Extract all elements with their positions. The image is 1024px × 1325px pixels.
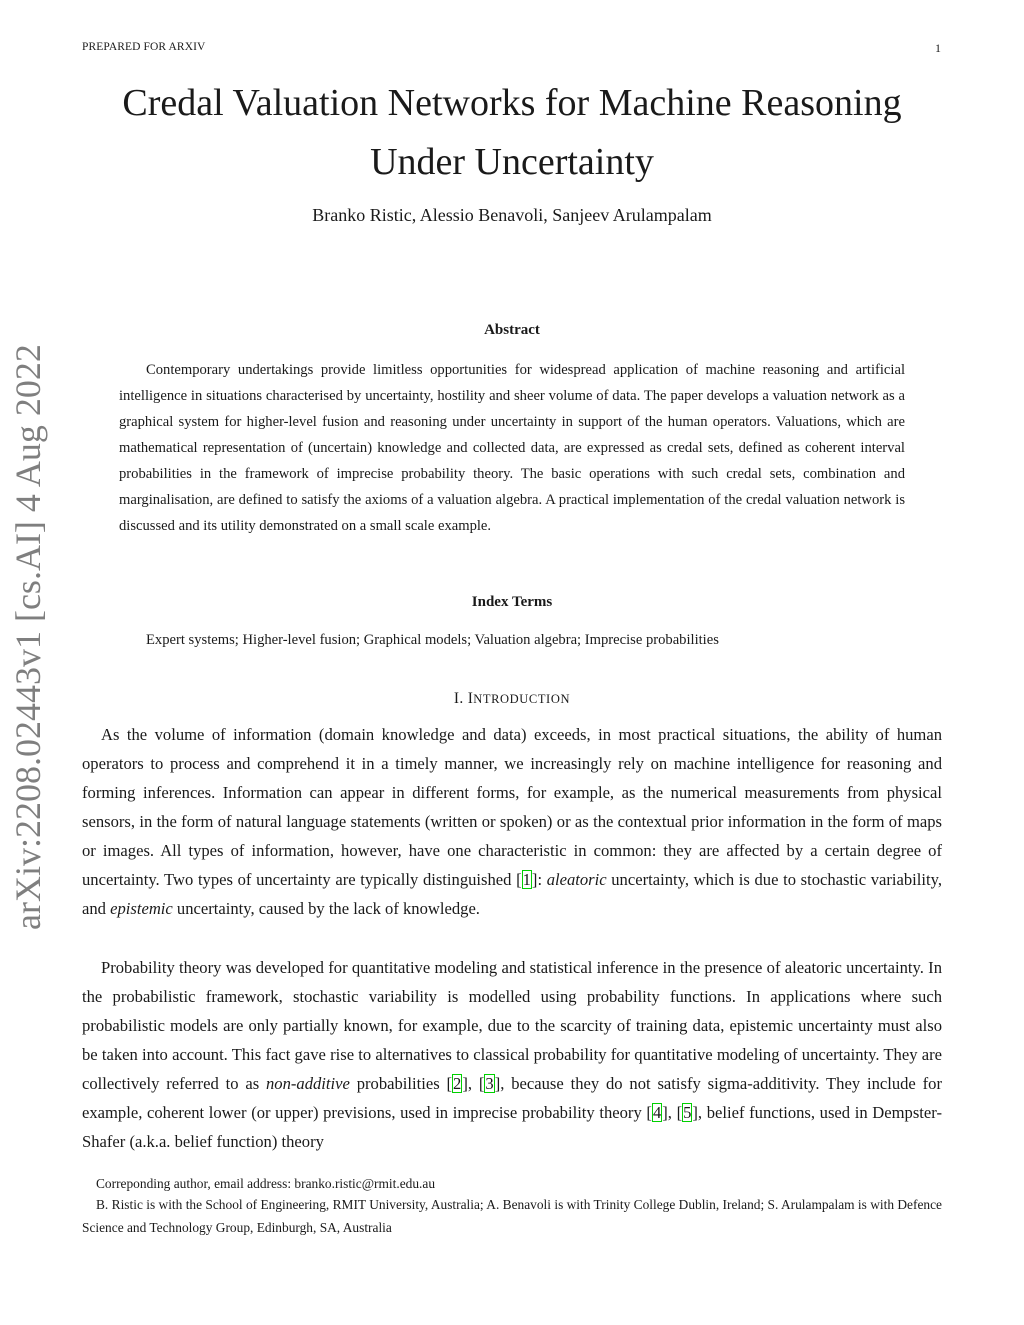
text-run: uncertainty, caused by the lack of knowledge. [172, 899, 480, 918]
paper-title-line-2: Under Uncertainty [370, 141, 654, 183]
intro-paragraph-2: Probability theory was developed for quantitative modeling and statistical inference in the presence of aleatoric uncertainty. In the probabilistic framework, stochastic variability is modelled using probability functions. In applications where such probabilistic models are only partially known, for example, due to the scarcity of training data, epistemic uncertainty must also be taken into account. This fact gave rise to alternatives to classical probability for quantitative modeling of uncertainty. They are collectively referred to as non-additive probabilities [2], [3], because they do not satisfy sigma-additivity. They include for example, coherent lower (or upper) previsions, used in imprecise probability theory [4], [5], belief functions, used in Dempster-Shafer (a.k.a. belief function) theory [82, 958, 942, 1151]
text-run: , because they do not satisfy sigma-additivity. They include for example, coherent lower (or upper) previsions, used in imprecise probability theory [82, 1074, 942, 1122]
author-list: Branko Ristic, Alessio Benavoli, Sanjeev Arulampalam [312, 205, 712, 225]
abstract-heading: Abstract [484, 322, 540, 338]
emphasis-term: epistemic [110, 899, 173, 918]
text-run: Probability theory was developed for quantitative modeling and statistical inference in the presence of aleatoric uncertainty. In the probabilistic framework, stochastic variability is modelled using probability functions. In applications where such probabilistic models are only partially known, for example, due to the scarcity of training data, epistemic uncertainty must also be taken into account. This fact gave rise to alternatives to classical probability for quantitative modeling of uncertainty. They are collectively referred to as [82, 958, 942, 1093]
section-heading-introduction [0, 690, 1024, 708]
section-number: I. [453, 690, 464, 707]
text-run: uncertainty, which is due to stochastic variability, and [82, 870, 942, 918]
text-run: , belief functions, used in Dempster-Shafer (a.k.a. belief function) theory [82, 1103, 942, 1151]
arxiv-identifier-sidebar[interactable]: arXiv:2208.02443v1 [cs.AI] 4 Aug 2022 [8, 344, 48, 930]
emphasis-term: non-additive [266, 1074, 350, 1093]
emphasis-term: aleatoric [546, 870, 607, 889]
text-run: probabilities [349, 1074, 447, 1093]
intro-paragraph-1: As the volume of information (domain knowledge and data) exceeds, in most practical situations, the ability of human operators to process and comprehend it in a timely manner, we increasingly rely on machine intelligence for reasoning and forming inferences. Information can appear in different forms, for example, as the numerical measurements from physical sensors, in the form of natural language statements (written or spoken) or as the contextual prior information in the form of maps or images. All types of information, however, have one characteristic in common: they are affected by a certain degree of uncertainty. Two types of uncertainty are typically distinguished [1]: aleatoric uncertainty, which is due to stochastic variability, and epistemic uncertainty, caused by the lack of knowledge. [82, 725, 942, 918]
index-terms-heading: Index Terms [471, 594, 553, 610]
abstract-text: Contemporary undertakings provide limitless opportunities for widespread application of machine reasoning and artificial intelligence in situations characterised by uncertainty, hostility and sheer volume of data. The paper develops a valuation network as a graphical system for higher-level fusion and reasoning under uncertainty in support of the human operators. Valuations, which are mathematical representation of (uncertain) knowledge and collected data, are expressed as credal sets, defined as coherent interval probabilities in the framework of imprecise probability theory. The basic operations with such credal sets, combination and marginalisation, are defined to satisfy the axioms of a valuation algebra. A practical implementation of the credal valuation network is discussed and its utility demonstrated on a small scale example. [119, 362, 905, 534]
citation-link[interactable]: 5 [683, 1103, 692, 1122]
citation-link[interactable]: 4 [652, 1103, 662, 1122]
section-title-initial: I [467, 690, 474, 707]
section-title-rest: NTRODUCTION [473, 692, 571, 706]
citation-link[interactable]: 2 [453, 1074, 462, 1093]
citation-link[interactable]: 1 [522, 870, 531, 889]
text-run: , [467, 1074, 479, 1093]
text-run: , [667, 1103, 677, 1122]
footnote-affiliations: B. Ristic is with the School of Engineering, RMIT University, Australia; A. Benavoli is with Trinity College Dublin, Ireland; S. Arulampalam is with Defence Science and Technology Group, Edinburgh, SA, Australia [82, 1197, 942, 1235]
text-run: As the volume of information (domain knowledge and data) exceeds, in most practical situations, the ability of human operators to process and comprehend it in a timely manner, we increasingly rely on machine intelligence for reasoning and forming inferences. Information can appear in different forms, for example, as the numerical measurements from physical sensors, in the form of natural language statements (written or spoken) or as the contextual prior information in the form of maps or images. All types of information, however, have one characteristic in common: they are affected by a certain degree of uncertainty. Two types of uncertainty are typically distinguished [82, 725, 942, 889]
index-terms-text: Expert systems; Higher-level fusion; Graphical models; Valuation algebra; Imprecise probabilities [146, 632, 719, 648]
footnote-corresponding-author: Correponding author, email address: branko.ristic@rmit.edu.au [96, 1176, 436, 1191]
text-run: : [537, 870, 547, 889]
citation-link[interactable]: 3 [485, 1074, 494, 1093]
running-header: PREPARED FOR ARXIV [82, 41, 206, 53]
page-number: 1 [935, 41, 941, 55]
paper-title-line-1: Credal Valuation Networks for Machine Reasoning [122, 82, 902, 124]
